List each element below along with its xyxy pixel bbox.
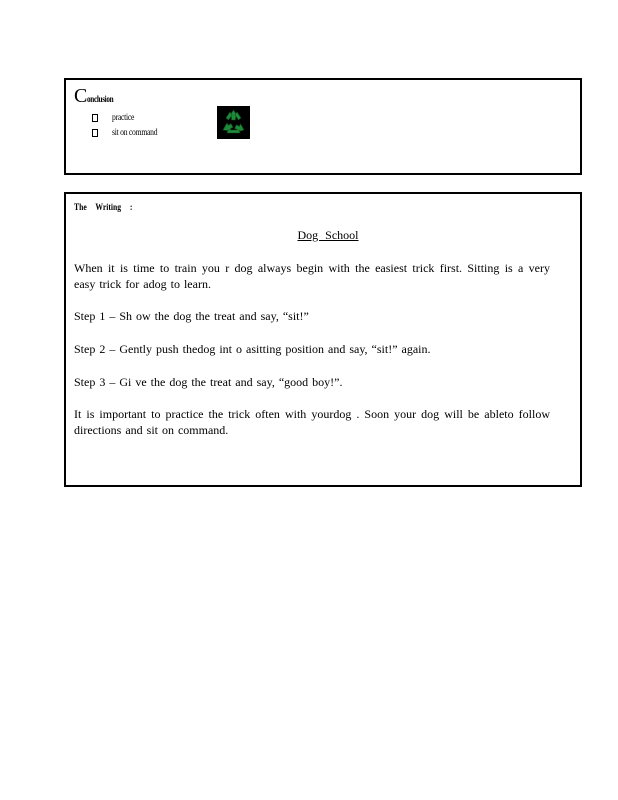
intro-paragraph: When it is time to train you r dog always begin with the easiest trick first. Sitting is a very easy trick for adog to learn. xyxy=(74,261,550,291)
writing-label: The Writing : xyxy=(74,202,133,212)
conclusion-box xyxy=(64,78,582,175)
outro-paragraph: It is important to practice the trick often with yourdog . Soon your dog will be ableto follow directions and sit on command. xyxy=(74,407,550,437)
conclusion-heading-rest: onclusion xyxy=(86,94,114,104)
list-item-text: practice xyxy=(112,112,135,122)
conclusion-heading-initial: C xyxy=(74,85,87,107)
document-title xyxy=(66,228,580,243)
writing-box xyxy=(64,192,582,487)
document-title-text: Dog School xyxy=(297,228,359,242)
bullet-box-icon xyxy=(92,114,98,122)
recycle-icon xyxy=(217,106,250,139)
step-3-paragraph: Step 3 – Gi ve the dog the treat and say, “good boy!”. xyxy=(74,375,343,389)
conclusion-list xyxy=(92,110,165,140)
recycle-icon-graphic xyxy=(217,106,250,139)
conclusion-heading xyxy=(74,86,120,106)
list-item xyxy=(92,110,165,125)
step-1-paragraph: Step 1 – Sh ow the dog the treat and say, “sit!” xyxy=(74,309,309,323)
step-2-paragraph: Step 2 – Gently push thedog int o asitting position and say, “sit!” again. xyxy=(74,342,431,356)
list-item-text: sit on command xyxy=(112,127,158,137)
list-item xyxy=(92,125,165,140)
bullet-box-icon xyxy=(92,129,98,137)
